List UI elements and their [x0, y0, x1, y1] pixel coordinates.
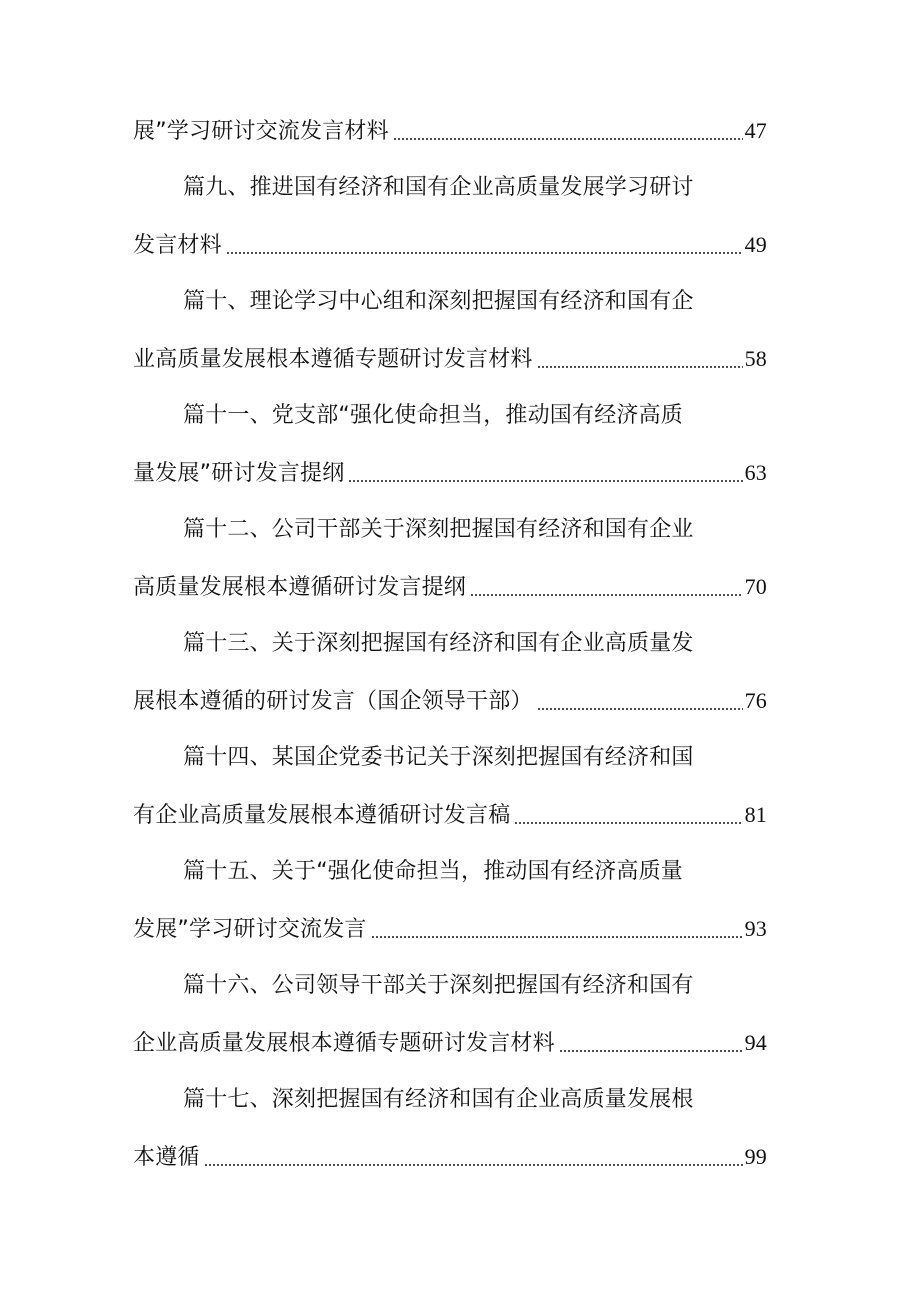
dot-leader: [559, 1050, 743, 1052]
toc-entry-title-end: 量发展”研讨发言提纲: [133, 461, 345, 486]
dot-leader: [371, 936, 743, 938]
toc-entry-title-start: 篇十六、公司领导干部关于深刻把握国有经济和国有: [183, 973, 694, 998]
toc-entry-title-end: 发展”学习研讨交流发言: [133, 917, 367, 942]
toc-entry-title-start: 篇九、推进国有经济和国有企业高质量发展学习研讨: [183, 175, 694, 200]
toc-page-number: 63: [744, 460, 767, 485]
dot-leader: [537, 366, 743, 368]
toc-page-number: 70: [744, 574, 767, 599]
dot-leader: [537, 708, 743, 710]
toc-entry-title-end: 业高质量发展根本遵循专题研讨发言材料: [133, 347, 533, 372]
toc-entry[interactable]: [133, 273, 767, 387]
toc-entry-title-end: 发言材料: [133, 233, 222, 258]
dot-leader: [226, 252, 743, 254]
dot-leader: [348, 480, 742, 482]
toc-entry[interactable]: [133, 957, 767, 1071]
toc-entry[interactable]: [133, 159, 767, 273]
dot-leader: [470, 594, 743, 596]
toc-entry-title-end: 展”学习研讨交流发言材料: [133, 119, 389, 144]
toc-page-number: 94: [744, 1030, 767, 1055]
toc-page-number: 81: [744, 802, 767, 827]
toc-entry-title-end: 展根本遵循的研讨发言（国企领导干部）: [133, 689, 533, 714]
toc-entry[interactable]: [133, 615, 767, 729]
toc-entry-title-start: 篇十一、党支部“强化使命担当，推动国有经济高质: [183, 403, 683, 428]
dot-leader: [204, 1164, 743, 1166]
toc-entry[interactable]: [133, 1071, 767, 1185]
toc-page-number: 58: [744, 346, 767, 371]
toc-entry-title-start: 篇十五、关于“强化使命担当，推动国有经济高质量: [183, 859, 683, 884]
toc-page-number: 93: [744, 916, 767, 941]
toc-page-number: 49: [744, 232, 767, 257]
toc-entry-title-end: 本遵循: [133, 1145, 200, 1170]
toc-entry[interactable]: [133, 102, 767, 159]
toc-page-number: 99: [744, 1144, 767, 1169]
toc-entry-title-start: 篇十七、深刻把握国有经济和国有企业高质量发展根: [183, 1087, 694, 1112]
toc-page-number: 47: [744, 118, 767, 143]
toc-entry[interactable]: [133, 729, 767, 843]
table-of-contents: [133, 102, 767, 1185]
toc-entry-title-start: 篇十二、公司干部关于深刻把握国有经济和国有企业: [183, 517, 694, 542]
toc-entry-title-start: 篇十四、某国企党委书记关于深刻把握国有经济和国: [183, 745, 694, 770]
toc-entry[interactable]: [133, 501, 767, 615]
toc-entry-title-start: 篇十、理论学习中心组和深刻把握国有经济和国有企: [183, 289, 694, 314]
toc-entry-title-end: 企业高质量发展根本遵循专题研讨发言材料: [133, 1031, 555, 1056]
toc-page-number: 76: [744, 688, 767, 713]
dot-leader: [514, 822, 742, 824]
toc-entry[interactable]: [133, 387, 767, 501]
toc-entry-title-start: 篇十三、关于深刻把握国有经济和国有企业高质量发: [183, 631, 694, 656]
toc-entry-title-end: 高质量发展根本遵循研讨发言提纲: [133, 575, 467, 600]
toc-entry-title-end: 有企业高质量发展根本遵循研讨发言稿: [133, 803, 511, 828]
dot-leader: [393, 138, 743, 140]
toc-entry[interactable]: [133, 843, 767, 957]
